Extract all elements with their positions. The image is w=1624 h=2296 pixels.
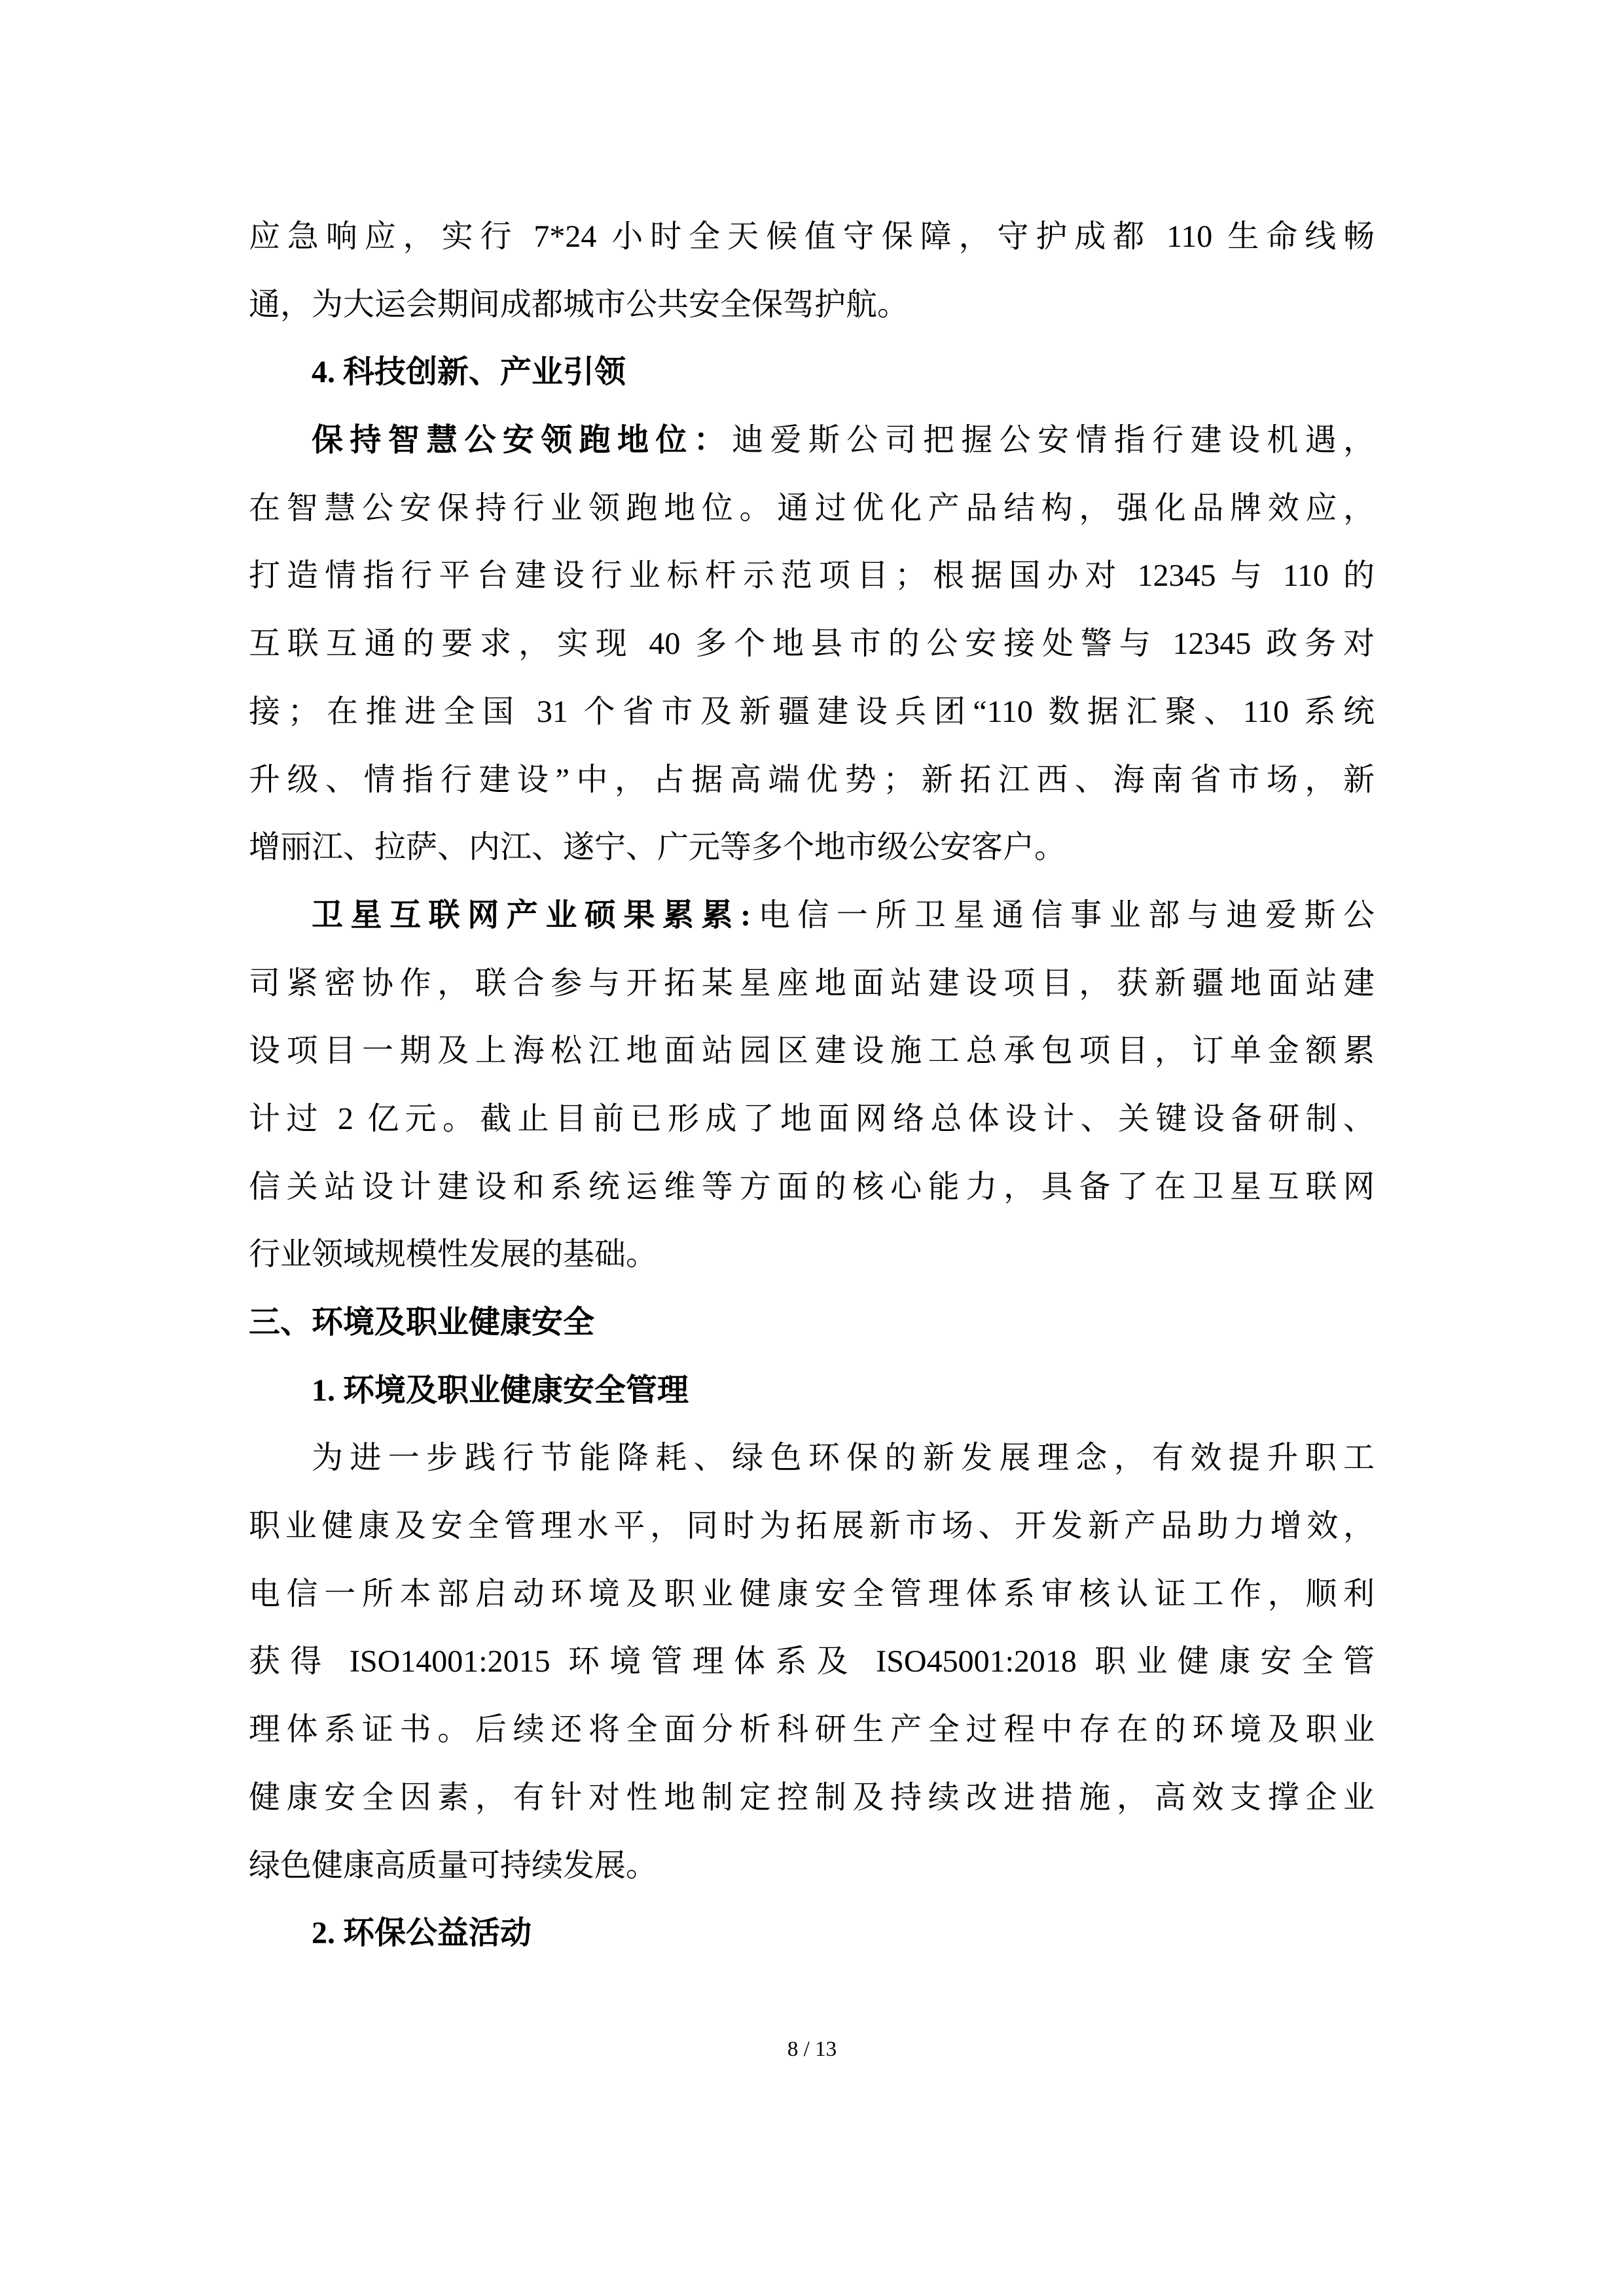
heading-tech-innovation: 4. 科技创新、产业引领 xyxy=(312,355,626,390)
heading-env-safety-mgmt: 1. 环境及职业健康安全管理 xyxy=(312,1372,689,1408)
paragraph-env-health xyxy=(249,1424,1375,1899)
text-line: 行业领域规模性发展的基础。 xyxy=(249,1237,658,1272)
text-line: 增丽江、拉萨、内江、遂宁、广元等多个地市级公安客户。 xyxy=(249,830,1066,865)
text-line: 绿色健康高质量可持续发展。 xyxy=(249,1848,658,1883)
text-line xyxy=(249,882,1375,950)
text-line: 互联互通的要求，实现 40 多个地县市的公安接处警与 12345 政务对 xyxy=(249,626,1375,662)
text-run: 电信一所卫星通信事业部与迪爱斯公 xyxy=(751,897,1375,933)
text-line: 升级、情指行建设”中，占据高端优势；新拓江西、海南省市场，新 xyxy=(249,762,1375,797)
page-number: 8 / 13 xyxy=(787,2037,837,2061)
text-line: 在智慧公安保持行业领跑地位。通过优化产品结构，强化品牌效应， xyxy=(249,490,1375,526)
text-line: 打造情指行平台建设行业标杆示范项目；根据国办对 12345 与 110 的 xyxy=(249,558,1375,594)
text-line: 信关站设计建设和系统运维等方面的核心能力，具备了在卫星互联网 xyxy=(249,1169,1375,1204)
heading-env-public-welfare: 2. 环保公益活动 xyxy=(312,1916,532,1951)
text-line: 健康安全因素，有针对性地制定控制及持续改进措施，高效支撑企业 xyxy=(249,1780,1375,1815)
text-line: 设项目一期及上海松江地面站园区建设施工总承包项目，订单金额累 xyxy=(249,1033,1375,1069)
text-line: 计过 2 亿元。截止目前已形成了地面网络总体设计、关键设备研制、 xyxy=(249,1101,1375,1136)
run-in-heading: 卫星互联网产业硕果累累: xyxy=(312,897,751,933)
document-body xyxy=(249,203,1375,1967)
text-line: 司紧密协作，联合参与开拓某星座地面站建设项目，获新疆地面站建 xyxy=(249,965,1375,1001)
text-line: 理体系证书。后续还将全面分析科研生产全过程中存在的环境及职业 xyxy=(249,1712,1375,1748)
text-line: 为进一步践行节能降耗、绿色环保的新发展理念，有效提升职工 xyxy=(312,1441,1375,1476)
paragraph-satellite-internet xyxy=(249,882,1375,1289)
heading-env-safety-section: 三、环境及职业健康安全 xyxy=(249,1305,595,1340)
text-line: 接；在推进全国 31 个省市及新疆建设兵团“110 数据汇聚、110 系统 xyxy=(249,694,1375,729)
run-in-heading: 保持智慧公安领跑地位： xyxy=(312,423,732,458)
text-line xyxy=(249,406,1375,475)
text-line: 职业健康及安全管理水平，同时为拓展新市场、开发新产品助力增效， xyxy=(249,1509,1375,1544)
text-line: 获得 ISO14001:2015 环境管理体系及 ISO45001:2018 职业健康安全管 xyxy=(249,1644,1375,1679)
text-line: 电信一所本部启动环境及职业健康安全管理体系审核认证工作，顺利 xyxy=(249,1576,1375,1611)
text-run: 迪爱斯公司把握公安情指行建设机遇， xyxy=(732,423,1375,458)
paragraph-smart-police xyxy=(249,406,1375,882)
text-line: 通，为大运会期间成都城市公共安全保驾护航。 xyxy=(249,287,909,322)
text-line: 应急响应，实行 7*24 小时全天候值守保障，守护成都 110 生命线畅 xyxy=(249,219,1375,254)
paragraph-emergency-response xyxy=(249,203,1375,338)
